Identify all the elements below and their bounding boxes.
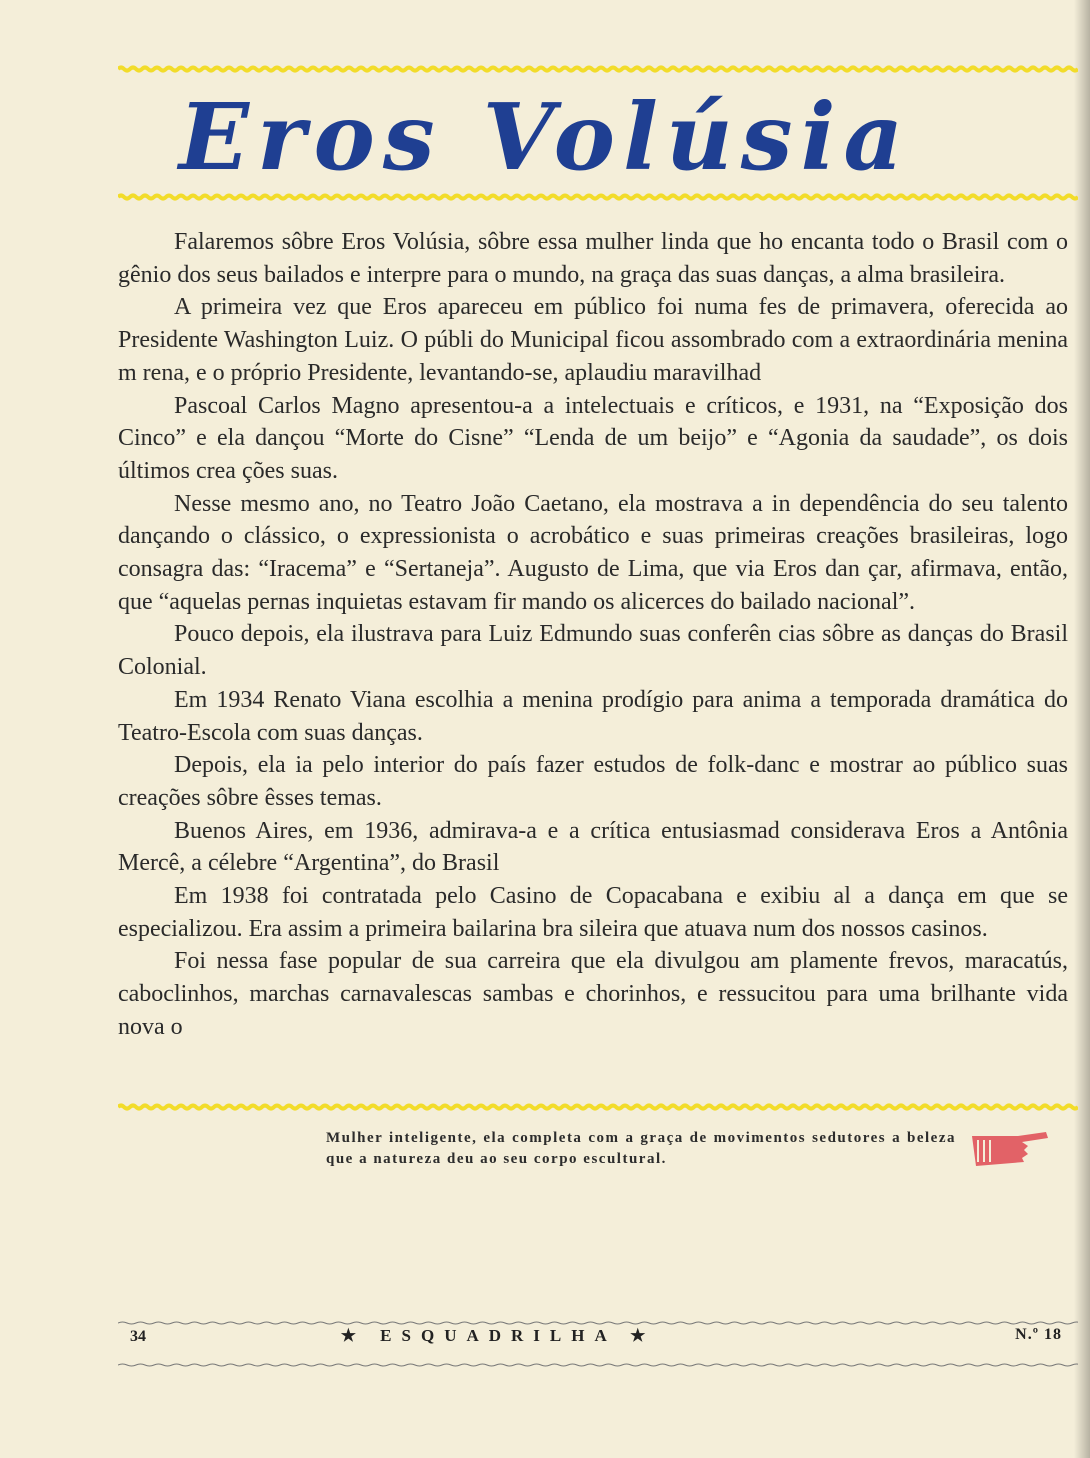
photo-caption: Mulher inteligente, ela completa com a graça de movimentos sedutores a beleza que a natureza deu ao seu corpo escultural. — [326, 1130, 956, 1167]
paragraph: A primeira vez que Eros apareceu em público foi numa fes de primavera, oferecida ao Presidente Washington Luiz. O públi do Municipal ficou assombrado com a extraordinária menina m rena, e o próprio Presidente, levantando-se, aplaudiu maravilhad — [118, 294, 1068, 386]
footer-bottom-rule — [118, 1354, 1078, 1362]
issue-number: N.º 18 — [1015, 1326, 1062, 1343]
article-title: Eros Volúsia — [178, 83, 912, 191]
paragraph: Pascoal Carlos Magno apresentou-a a intelectuais e críticos, e 1931, na “Exposição dos Cinco” e ela dançou “Morte do Cisne” “Lenda de um beijo” e “Agonia da saudade”, os dois últimos crea ções suas. — [118, 392, 1068, 484]
page-edge-shadow — [1074, 0, 1090, 1458]
footer-top-rule — [118, 1312, 1078, 1320]
top-wavy-rule — [118, 62, 1078, 76]
paragraph: Pouco depois, ela ilustrava para Luiz Edmundo suas conferên cias sôbre as danças do Brasil Colonial. — [118, 621, 1068, 681]
page-footer — [118, 1324, 1068, 1352]
page-number: 34 — [130, 1328, 146, 1345]
paragraph: Depois, ela ia pelo interior do país fazer estudos de folk-danc e mostrar ao público suas creações sôbre êsses temas. — [118, 752, 1068, 811]
paragraph: Em 1934 Renato Viana escolhia a menina prodígio para anima a temporada dramática do Teatro-Escola com suas danças. — [118, 686, 1068, 746]
paragraph: Em 1938 foi contratada pelo Casino de Copacabana e exibiu al a dança em que se especializou. Era assim a primeira bailarina bra sileira que atuava num dos nossos casinos. — [118, 883, 1068, 942]
magazine-name: ★ ESQUADRILHA ★ — [340, 1326, 656, 1345]
caption-wavy-rule — [118, 1100, 1078, 1114]
pointing-hand-icon — [968, 1126, 1050, 1172]
paragraph: Foi nessa fase popular de sua carreira que ela divulgou am plamente frevos, maracatús, caboclinhos, marchas carnavalescas sambas e chorinhos, e ressucitou para uma brilhante vida nova o — [118, 948, 1068, 1040]
article-body — [118, 226, 1068, 1044]
paragraph: Buenos Aires, em 1936, admirava-a e a crítica entusiasmad considerava Eros a Antônia Mercê, a célebre “Argentina”, do Brasil — [118, 817, 1068, 877]
paragraph: Falaremos sôbre Eros Volúsia, sôbre essa mulher linda que ho encanta todo o Brasil com o gênio dos seus bailados e interpre para o mundo, na graça das suas danças, a alma brasileira. — [118, 229, 1068, 288]
paragraph: Nesse mesmo ano, no Teatro João Caetano, ela mostrava a in dependência do seu talento dançando o clássico, o expressionista o acrobático e suas primeiras creações brasileiras, logo consagra das: “Iracema” e “Sertaneja”. Augusto de Lima, que via Eros dan çar, afirmava, então, que “aquelas pernas inquietas estavam fir mando os alicerces do bailado nacional”. — [118, 490, 1068, 615]
title-wavy-rule — [118, 190, 1078, 204]
